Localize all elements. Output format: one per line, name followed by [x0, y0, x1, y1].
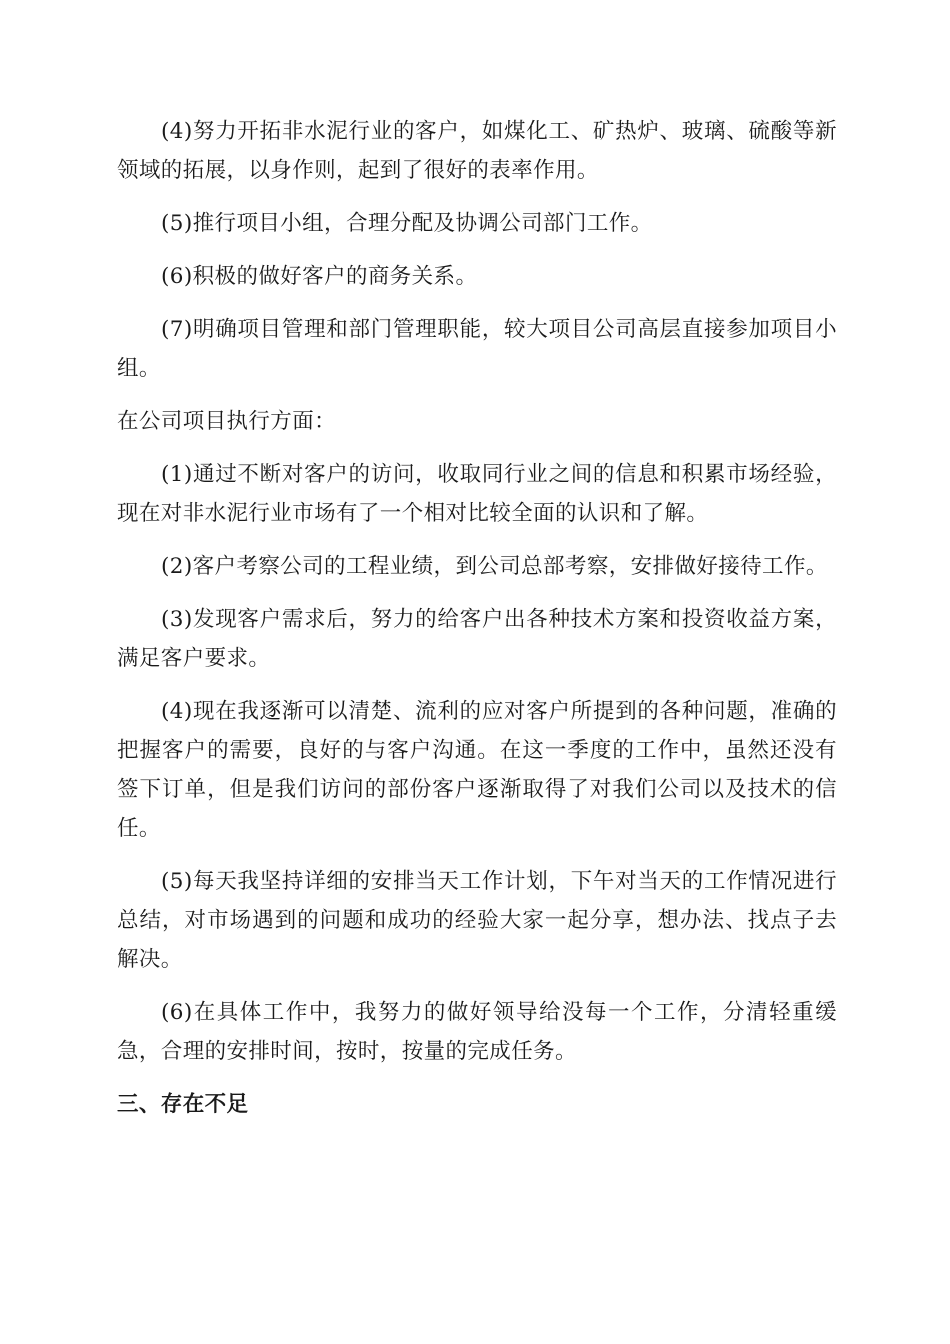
section-heading: 三、存在不足	[117, 1092, 249, 1117]
execution-item-1: (1)通过不断对客户的访问，收取同行业之间的信息和积累市场经验，现在对非水泥行业市场有了一个相对比较全面的认识和了解。	[117, 462, 837, 526]
execution-item-3: (3)发现客户需求后，努力的给客户出各种技术方案和投资收益方案，满足客户要求。	[117, 607, 837, 671]
paragraph-item-5: (5)推行项目小组，合理分配及协调公司部门工作。	[161, 211, 653, 236]
paragraph-item-4: (4)努力开拓非水泥行业的客户，如煤化工、矿热炉、玻璃、硫酸等新领域的拓展，以身作则，起到了很好的表率作用。	[117, 119, 837, 183]
execution-item-6: (6)在具体工作中，我努力的做好领导给没每一个工作，分清轻重缓急，合理的安排时间，按时，按量的完成任务。	[117, 1000, 837, 1064]
document-body	[117, 112, 837, 1124]
paragraph-item-7: (7)明确项目管理和部门管理职能，较大项目公司高层直接参加项目小组。	[117, 317, 837, 381]
paragraph-item-6: (6)积极的做好客户的商务关系。	[161, 264, 478, 289]
execution-item-5: (5)每天我坚持详细的安排当天工作计划，下午对当天的工作情况进行总结，对市场遇到的问题和成功的经验大家一起分享，想办法、找点子去解决。	[117, 869, 837, 972]
execution-item-4: (4)现在我逐渐可以清楚、流利的应对客户所提到的各种问题，准确的把握客户的需要，良好的与客户沟通。在这一季度的工作中，虽然还没有签下订单，但是我们访问的部份客户逐渐取得了对我们公司以及技术的信任。	[117, 699, 837, 841]
section-intro: 在公司项目执行方面：	[117, 409, 337, 434]
execution-item-2: (2)客户考察公司的工程业绩，到公司总部考察，安排做好接待工作。	[161, 554, 828, 579]
